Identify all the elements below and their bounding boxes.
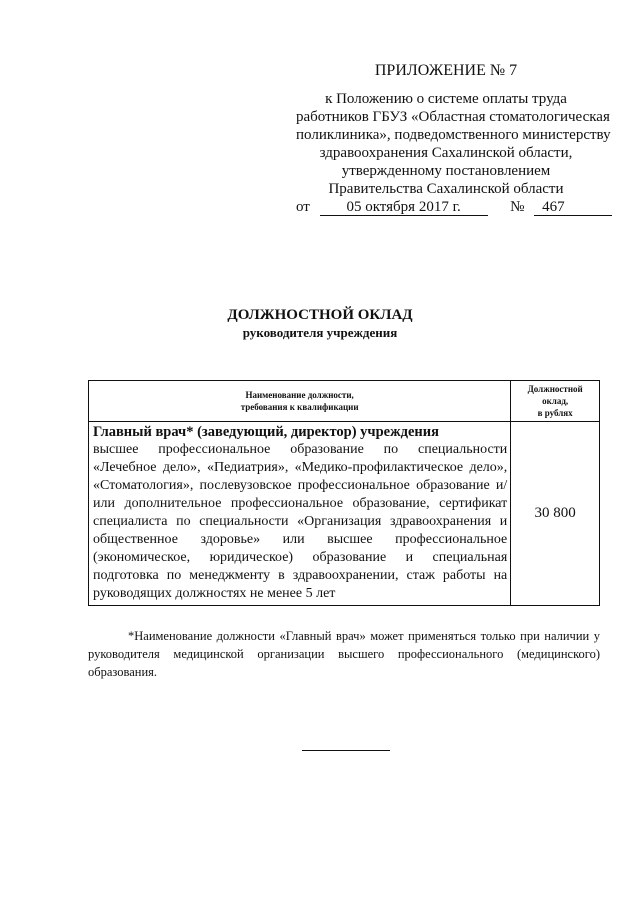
annex-title: ПРИЛОЖЕНИЕ № 7: [374, 62, 518, 79]
header-salary-line: оклад,: [542, 396, 569, 406]
table-header-row: [89, 381, 600, 422]
header-position-line: требования к квалификации: [240, 402, 359, 412]
document-subtitle: руководителя учреждения: [242, 325, 398, 340]
decree-date: 05 октября 2017 г.: [320, 199, 488, 216]
annex-line: Правительства Сахалинской области: [328, 181, 564, 197]
document-title: ДОЛЖНОСТНОЙ ОКЛАД: [227, 307, 413, 323]
position-cell: [89, 422, 511, 606]
table-row: [89, 422, 600, 606]
end-divider: [302, 750, 390, 751]
header-position-line: Наименование должности,: [245, 390, 354, 400]
position-title: Главный врач* (заведующий, директор) учреждения: [93, 424, 439, 440]
date-prefix: от: [296, 199, 310, 215]
annex-block: [296, 62, 611, 216]
annex-line: работников ГБУЗ «Областная стоматологическая: [296, 109, 610, 125]
footnote: *Наименование должности «Главный врач» может применяться только при наличии у руководителя медицинской организации высшего профессионального (медицинского) образования.: [88, 629, 600, 679]
position-requirements: высшее профессиональное образование по специальности «Лечебное дело», «Педиатрия», «Медико-профилактическое дело», «Стоматология», послевузовское профессиональное образование и/или дополнительное профессиональное образование, сертификат специалиста по специальности «Организация здравоохранения и общественное здоровье» или высшее профессиональное (экономическое, юридическое) образование и специальная подготовка по менеджменту в здравоохранении, стаж работы на руководящих должностях не менее 5 лет: [93, 442, 508, 601]
number-prefix: №: [510, 199, 525, 215]
decree-number: 467: [534, 199, 612, 216]
header-salary-line: в рублях: [537, 408, 573, 418]
annex-date-line: [296, 198, 596, 216]
annex-line: утвержденному постановлением: [341, 163, 551, 179]
header-salary-line: Должностной: [527, 384, 583, 394]
header-salary: [511, 381, 600, 422]
annex-line: здравоохранения Сахалинской области,: [319, 145, 573, 161]
salary-value: 30 800: [511, 422, 600, 606]
salary-table: [88, 380, 600, 606]
header-position: [89, 381, 511, 422]
annex-line: поликлиника», подведомственного министерству: [296, 127, 611, 143]
annex-line: к Положению о системе оплаты труда: [325, 91, 567, 107]
